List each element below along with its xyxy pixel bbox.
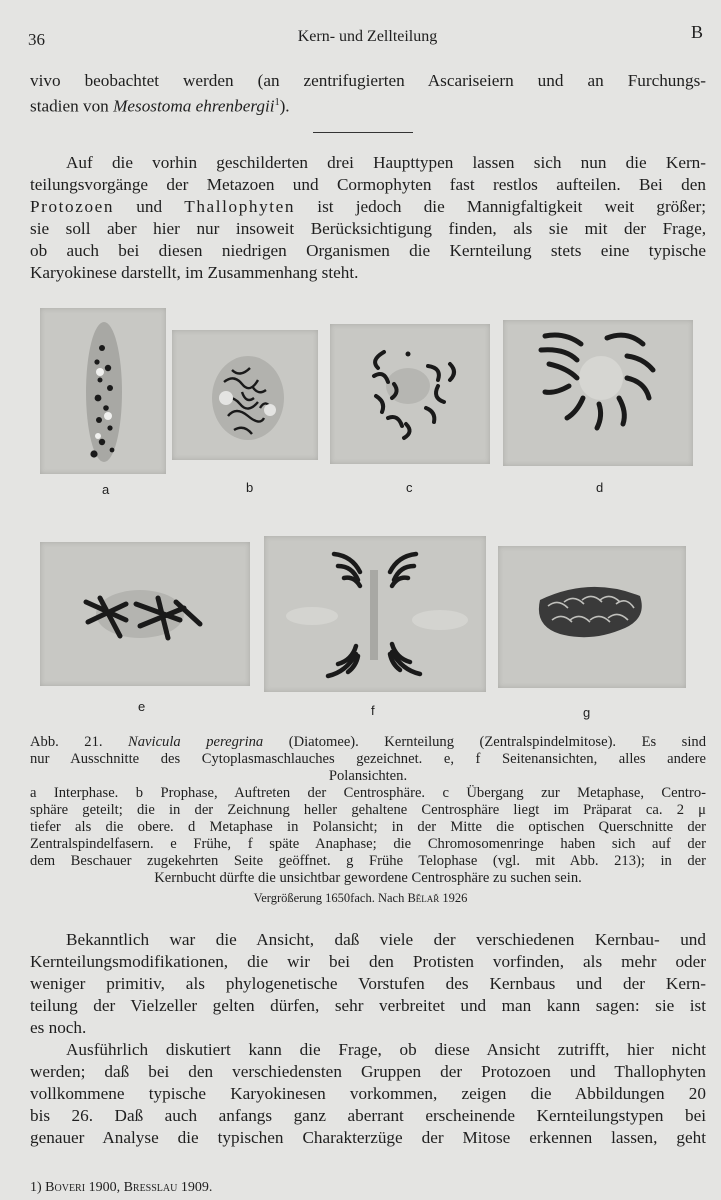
text-line: Bekanntlich war die Ansicht, daß viele der verschiedenen Kernbau- und bbox=[66, 930, 706, 949]
footnote-ref[interactable]: 1 bbox=[274, 97, 280, 108]
plate-d-drawing bbox=[503, 320, 693, 466]
text-line: bis 26. Daß auch anfangs ganz aberrant erscheinende Kernteilungstypen bei bbox=[30, 1106, 706, 1125]
figure-label-f: f bbox=[371, 703, 375, 718]
running-header bbox=[28, 22, 707, 50]
signature-mark: B bbox=[690, 22, 703, 42]
figure-label-e: e bbox=[138, 699, 146, 714]
plate-a-drawing bbox=[40, 308, 166, 474]
figure-label-a: a bbox=[102, 482, 110, 497]
text-line: ob auch bei diesen niedrigen Organismen die Kernteilung stets eine typische bbox=[30, 241, 706, 260]
caption-line: Kernbucht dürfte die unsichtbar gewordene Centrosphäre zu suchen sein. bbox=[154, 870, 582, 886]
text-line: sie soll aber hier nur insoweit Berücksichtigung finden, als sie mit der Frage, bbox=[30, 219, 706, 238]
micrograph-c bbox=[330, 324, 490, 464]
figure-caption bbox=[30, 734, 706, 887]
author-name: Bresslau bbox=[123, 1180, 178, 1195]
text-line: Ausführlich diskutiert kann die Frage, ob diese Ansicht zutrifft, hier nicht bbox=[66, 1040, 706, 1059]
text-line: Protozoen und Thallophyten ist jedoch die Mannigfaltigkeit weit größer; bbox=[30, 197, 706, 216]
caption-line: Zentralspindelfasern. e Frühe, f späte Anaphase; die Chromosomenringe haben sich auf der bbox=[30, 836, 706, 852]
text-line: werden; daß bei den verschiedensten Gruppen der Protozoen und Thallophyten bbox=[30, 1062, 706, 1081]
caption-line: a Interphase. b Prophase, Auftreten der Centrosphäre. c Übergang zur Metaphase, Centro- bbox=[30, 785, 706, 801]
text-line: teilung der Vielzeller gelten dürfen, sehr verbreitet und man kann sagen: sie ist bbox=[30, 996, 706, 1015]
caption-line: Polansichten. bbox=[328, 768, 408, 784]
figure-label-d: d bbox=[596, 480, 604, 495]
plate-e-drawing bbox=[40, 542, 250, 686]
caption-line: nur Ausschnitte des Cytoplasmaschlauches gezeichnet. e, f Seitenansichten, alles andere bbox=[30, 751, 706, 767]
text-line: Auf die vorhin geschilderten drei Haupttypen lassen sich nun die Kern- bbox=[66, 153, 706, 172]
caption-line: tiefer als die obere. d Metaphase in Polansicht; in der Mitte die optischen Querschnitte der bbox=[30, 819, 706, 835]
paragraph-main bbox=[30, 152, 706, 284]
footnote: 1) Boveri 1900, Bresslau 1909. bbox=[30, 1180, 213, 1195]
plate-f-drawing bbox=[264, 536, 486, 692]
figure-label-c: c bbox=[406, 480, 413, 495]
section-rule bbox=[313, 132, 413, 133]
caption-line: Abb. 21. Navicula peregrina (Diatomee). Kernteilung (Zentralspindelmitose). Es sind bbox=[30, 734, 706, 750]
plate-c-drawing bbox=[330, 324, 490, 464]
micrograph-g bbox=[498, 546, 686, 688]
text-line: vollkommene typische Karyokinesen vorkommen, zeigen die Abbildungen 20 bbox=[30, 1084, 706, 1103]
species-name: Mesostoma ehrenbergii bbox=[113, 96, 275, 116]
text-line: Kernteilungsmodifikationen, die wir bei den Protisten vorfinden, als mehr oder bbox=[30, 952, 706, 971]
running-title: Kern- und Zellteilung bbox=[297, 28, 438, 45]
text-line: weniger primitiv, als phylogenetische Vorstufen des Kernbaus und der Kern- bbox=[30, 974, 706, 993]
plate-g-drawing bbox=[498, 546, 686, 688]
text-line: teilungsvorgänge der Metazoen und Cormophyten fast restlos aufteilen. Bei den bbox=[30, 175, 706, 194]
figure-credit: Vergrößerung 1650fach. Nach Bělař 1926 bbox=[253, 891, 468, 905]
figure-label-b: b bbox=[246, 480, 254, 495]
text-line: stadien von Mesostoma ehrenbergii$^1$). bbox=[30, 96, 290, 116]
author-name: Boveri bbox=[45, 1180, 86, 1195]
text-line: es noch. bbox=[30, 1018, 87, 1037]
species-name: Navicula peregrina bbox=[128, 734, 264, 750]
paragraph-b1 bbox=[30, 929, 706, 1039]
figure-label-g: g bbox=[583, 705, 591, 720]
caption-line: sphäre geteilt; die in der Zeichnung heller gehaltene Centrosphäre liegt im Präparat ca. 2 μ bbox=[30, 802, 706, 818]
paragraph-b2 bbox=[30, 1039, 706, 1149]
author-name: Bělař bbox=[407, 891, 440, 905]
text-line: vivo beobachtet werden (an zentrifugierten Ascariseiern und an Furchungs- bbox=[30, 71, 706, 90]
micrograph-b bbox=[172, 330, 318, 460]
micrograph-f bbox=[264, 536, 486, 692]
micrograph-a bbox=[40, 308, 166, 474]
plate-b-drawing bbox=[172, 330, 318, 460]
text-line: Karyokinese darstellt, im Zusammenhang steht. bbox=[30, 263, 359, 282]
text-line: genauer Analyse die typischen Charakterzüge der Mitose erkennen lassen, geht bbox=[30, 1128, 706, 1147]
caption-line: dem Beschauer zugekehrten Seite geöffnet. g Frühe Telophase (vgl. mit Abb. 213); in der bbox=[30, 853, 706, 869]
page-number: 36 bbox=[28, 30, 45, 49]
paragraph-continued bbox=[30, 70, 706, 118]
micrograph-e bbox=[40, 542, 250, 686]
micrograph-d bbox=[503, 320, 693, 466]
